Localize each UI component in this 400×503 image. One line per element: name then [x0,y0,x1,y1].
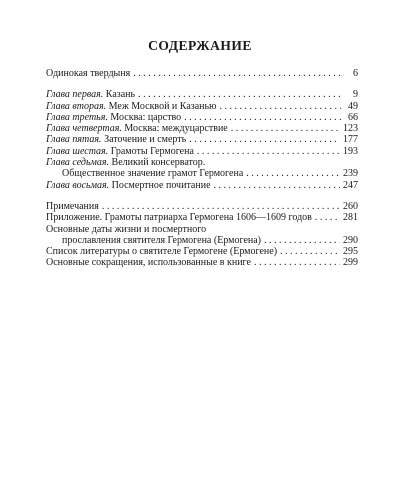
entry-title: Приложение. Грамоты патриарха Гермогена 1606—1609 годов [46,212,312,224]
entry-page: 299 [343,257,358,269]
toc-entry-appendix[interactable] [46,212,358,223]
toc-entry-chapter-7-line1[interactable] [46,157,358,168]
toc-entry-chapter-2[interactable] [46,101,358,112]
toc-entry-chapter-3[interactable] [46,112,358,123]
chapter-label: Глава пятая. [46,134,102,146]
leader-dots [184,112,341,123]
entry-title: Посмертное почитание [111,179,211,191]
spacer [46,191,358,201]
toc-entry-dates-line2[interactable] [46,235,358,246]
leader-dots [231,123,340,134]
entry-title: Примечания [46,200,99,212]
entry-page: 260 [343,200,358,212]
leader-dots [264,235,340,246]
entry-page: 177 [343,134,358,146]
toc-entry-chapter-5[interactable] [46,134,358,145]
chapter-label: Глава седьмая. [46,157,110,169]
entry-page: 9 [353,89,358,101]
toc-entry-chapter-1[interactable] [46,89,358,100]
toc-entry-chapter-7-line2[interactable] [46,168,358,179]
toc-entry-dates-line1[interactable] [46,224,358,235]
chapter-label: Глава первая. [46,89,104,101]
entry-title: Основные сокращения, использованные в книге [46,257,251,269]
entry-page: 247 [343,179,358,191]
entry-page: 66 [348,111,358,123]
chapter-label: Глава вторая. [46,100,107,112]
entry-title: Заточение и смерть [104,134,187,146]
chapter-label: Глава шестая. [46,145,109,157]
entry-page: 290 [343,234,358,246]
entry-page: 6 [353,68,358,79]
leader-dots [197,146,340,157]
entry-page: 193 [343,145,358,157]
leader-dots [133,68,341,79]
chapter-label: Глава третья. [46,111,108,123]
toc-entry-intro[interactable] [46,68,358,79]
entry-title: Москва: междуцарствие [124,123,228,135]
leader-dots [246,168,340,179]
entry-title: Великий консерватор. [111,157,206,169]
entry-subtitle: Общественное значение грамот Гермогена [62,168,244,180]
toc-entry-bibliography[interactable] [46,246,358,257]
entry-page: 123 [343,123,358,135]
entry-subtitle: прославления святителя Гермогена (Ермогена) [62,234,262,246]
entry-page: 239 [343,168,358,180]
leader-dots [214,180,340,191]
spacer [46,79,358,89]
entry-title: Казань [105,89,136,101]
leader-dots [102,201,340,212]
chapter-label: Глава четвертая. [46,123,122,135]
entry-page: 281 [343,212,358,224]
entry-title: Основные даты жизни и посмертного [46,223,207,235]
entry-title: Москва: царство [110,111,182,123]
toc-entry-abbreviations[interactable] [46,257,358,268]
entry-title: Одинокая твердыня [46,68,131,79]
toc-entry-chapter-8[interactable] [46,180,358,191]
entry-title: Грамоты Гермогена [110,145,194,157]
leader-dots [138,89,341,100]
toc-entry-notes[interactable] [46,201,358,212]
page-title: СОДЕРЖАНИЕ [148,38,252,53]
entry-page: 295 [343,246,358,258]
entry-page: 49 [348,100,358,112]
leader-dots [315,212,340,223]
entry-title: Меж Москвой и Казанью [108,100,217,112]
leader-dots [220,101,341,112]
toc-entry-chapter-4[interactable] [46,123,358,134]
leader-dots [254,257,340,268]
leader-dots [280,246,340,257]
leader-dots [189,134,340,145]
toc-entry-chapter-6[interactable] [46,146,358,157]
entry-title: Список литературы о святителе Гермогене (Ермогене) [46,246,278,258]
chapter-label: Глава восьмая. [46,179,110,191]
table-of-contents [46,68,358,269]
